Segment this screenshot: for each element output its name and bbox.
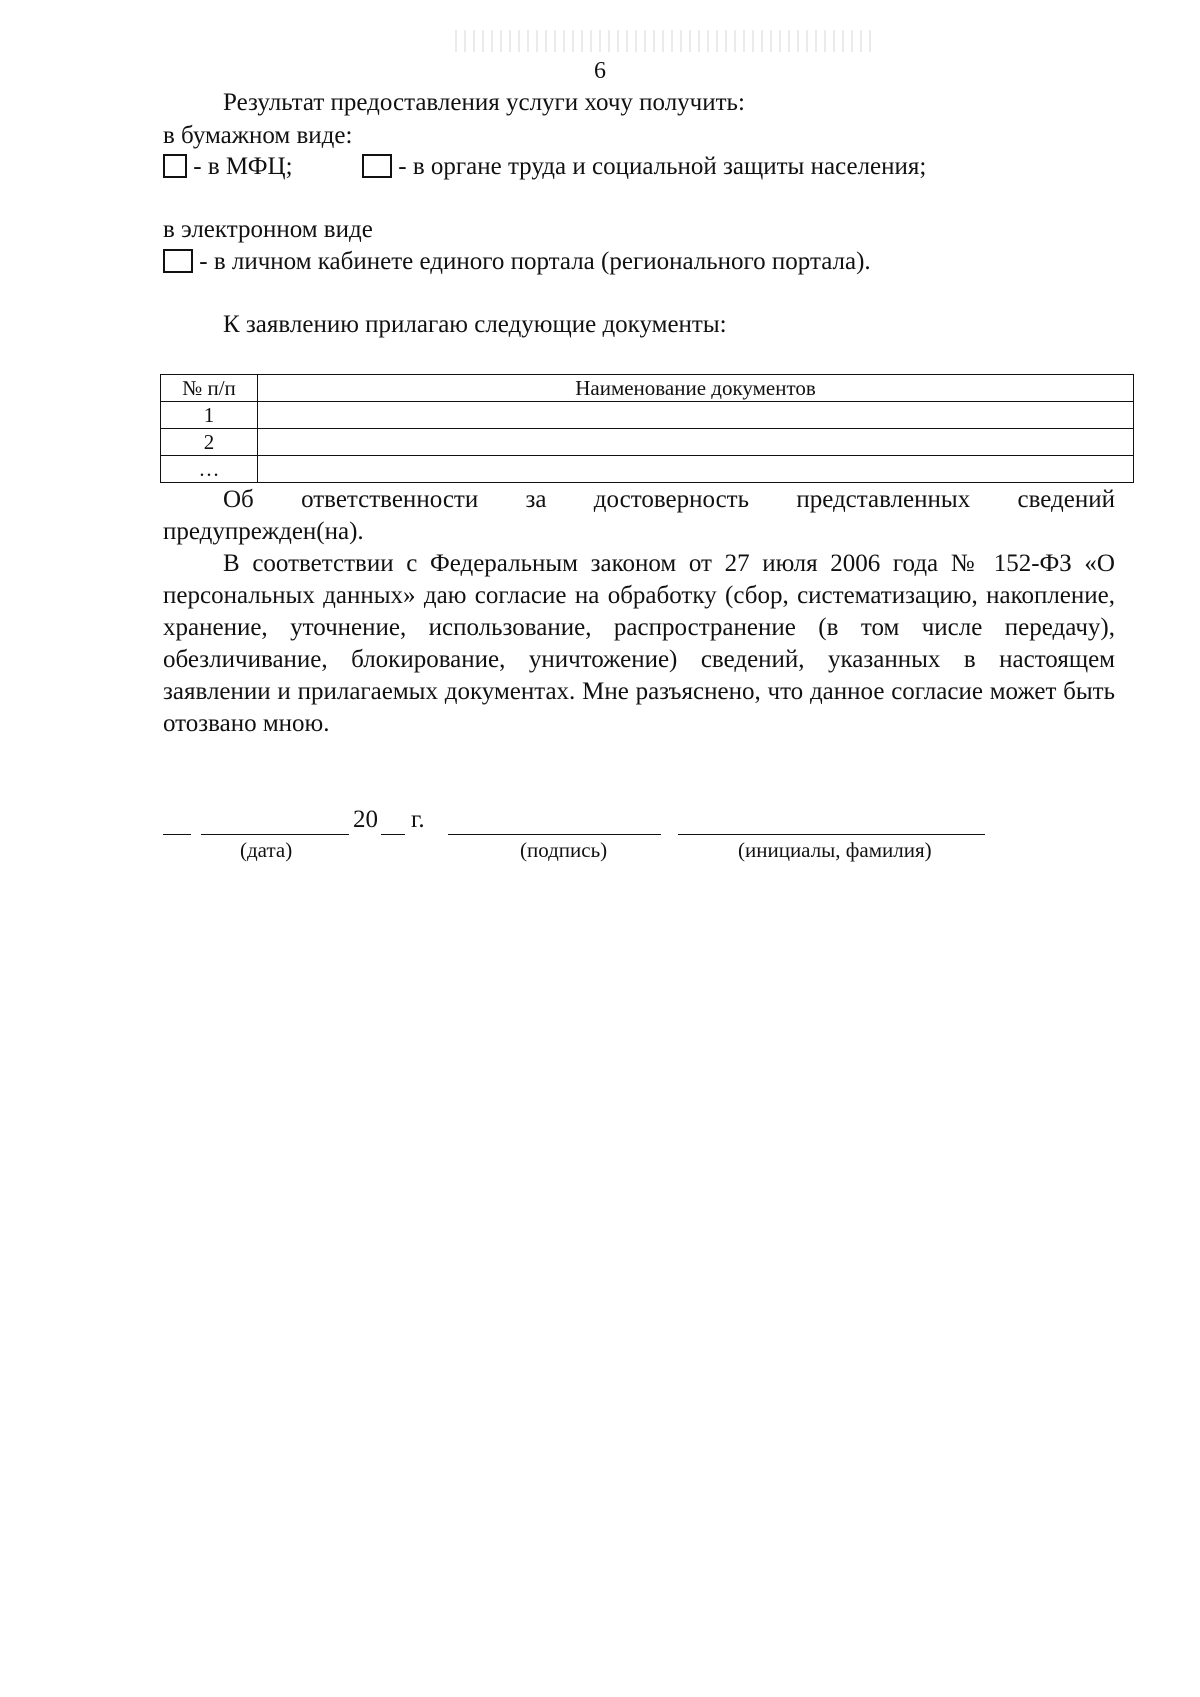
option-portal-label: - в личном кабинете единого портала (регионального портала). xyxy=(199,248,871,275)
year-suffix: г. xyxy=(411,806,425,833)
portal-checkbox[interactable] xyxy=(163,249,193,273)
paper-form-label: в бумажном виде: xyxy=(163,122,353,149)
labor-office-checkbox[interactable] xyxy=(362,154,392,178)
year-prefix: 20 xyxy=(353,806,378,833)
page-number: 6 xyxy=(594,58,606,84)
row-number: 2 xyxy=(161,429,258,456)
mfc-checkbox[interactable] xyxy=(163,154,187,178)
attachments-intro: К заявлению прилагаю следующие документы: xyxy=(223,311,727,338)
option-labor-label: - в органе труда и социальной защиты населения; xyxy=(398,153,927,180)
table-row xyxy=(161,429,1134,456)
table-row xyxy=(161,402,1134,429)
electronic-form-label: в электронном виде xyxy=(163,216,373,243)
signature-blank[interactable] xyxy=(448,834,661,835)
name-caption: (инициалы, фамилия) xyxy=(738,838,932,862)
column-header-document-name: Наименование документов xyxy=(258,375,1134,402)
consent-paragraph: В соответствии с Федеральным законом от 27 июля 2006 года № 152-ФЗ «О персональных данных» даю согласие на обработку (сбор, систематизацию, накопление, хранение, уточнение, использование, распространение (в том числе передачу), обезличивание, блокирование, уничтожение) сведений, указанных в настоящем заявлении и прилагаемых документах. Мне разъяснено, что данное согласие может быть отозвано мною. xyxy=(163,550,1115,737)
scan-artifact xyxy=(455,30,875,52)
column-header-number: № п/п xyxy=(161,375,258,402)
row-document-name[interactable] xyxy=(258,402,1134,429)
option-mfc xyxy=(163,152,293,182)
signature-row xyxy=(163,806,1023,840)
date-caption: (дата) xyxy=(240,838,293,862)
month-blank[interactable] xyxy=(201,834,349,835)
option-labor xyxy=(362,152,926,182)
row-document-name[interactable] xyxy=(258,429,1134,456)
documents-table xyxy=(160,374,1134,483)
option-mfc-label: - в МФЦ; xyxy=(193,153,293,180)
row-number: 1 xyxy=(161,402,258,429)
option-portal xyxy=(163,247,871,277)
row-number: … xyxy=(161,456,258,483)
row-document-name[interactable] xyxy=(258,456,1134,483)
result-heading: Результат предоставления услуги хочу получить: xyxy=(223,89,745,116)
signature-caption: (подпись) xyxy=(520,838,608,862)
table-row xyxy=(161,456,1134,483)
year-blank[interactable] xyxy=(381,834,405,835)
day-blank[interactable] xyxy=(163,834,191,835)
responsibility-paragraph: Об ответственности за достоверность представленных сведений предупрежден(на). xyxy=(163,486,1115,545)
name-blank[interactable] xyxy=(678,834,985,835)
table-header-row xyxy=(161,375,1134,402)
